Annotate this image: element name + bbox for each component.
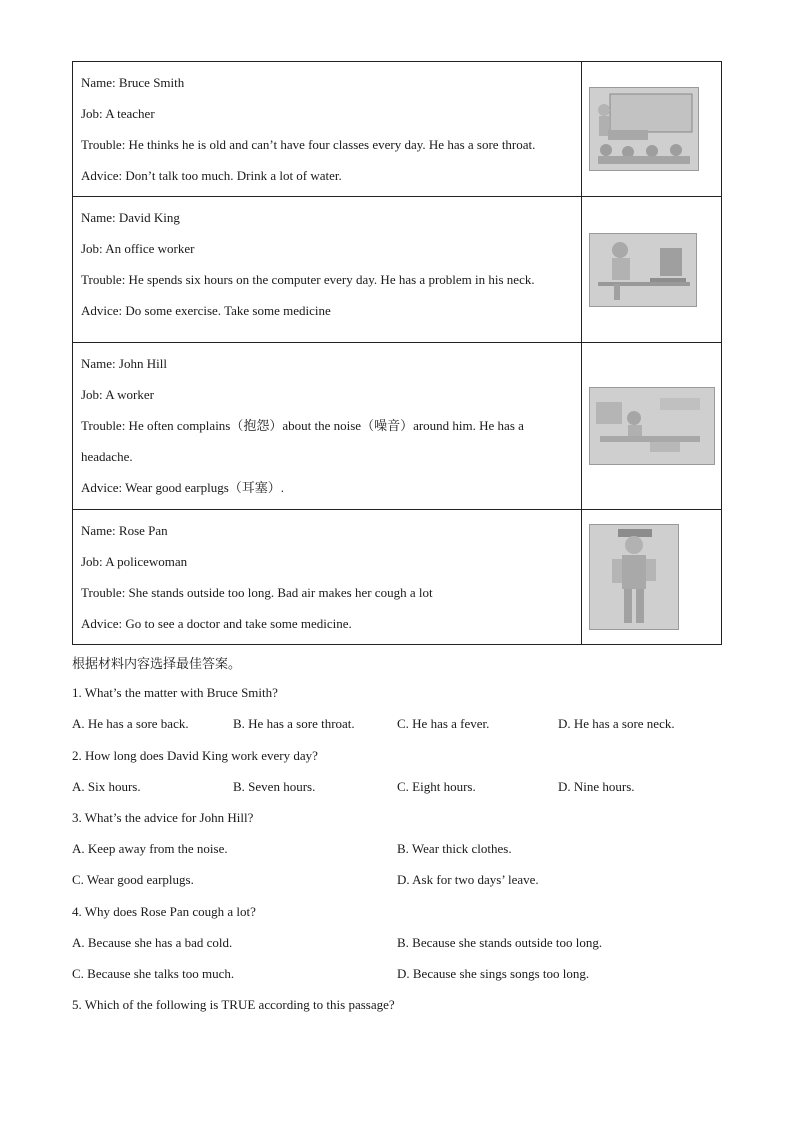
table-row bbox=[73, 197, 722, 343]
question-stem: 4. Why does Rose Pan cough a lot? bbox=[72, 904, 256, 919]
answer-option[interactable]: B. He has a sore throat. bbox=[233, 716, 355, 731]
table-row bbox=[73, 62, 722, 197]
person-name: Name: David King bbox=[81, 210, 180, 225]
policewoman-sketch-image bbox=[589, 524, 679, 630]
person-trouble: Trouble: He thinks he is old and can’t have four classes every day. He has a sore throat. bbox=[81, 137, 536, 152]
person-trouble: Trouble: She stands outside too long. Bad air makes her cough a lot bbox=[81, 585, 433, 600]
person-advice: Advice: Don’t talk too much. Drink a lot of water. bbox=[81, 168, 342, 183]
question-stem: 2. How long does David King work every day? bbox=[72, 748, 318, 763]
person-name: Name: Bruce Smith bbox=[81, 75, 185, 90]
person-image-cell bbox=[581, 62, 721, 197]
person-trouble-continued: headache. bbox=[81, 449, 133, 464]
question-stem: 3. What’s the advice for John Hill? bbox=[72, 810, 254, 825]
person-trouble: Trouble: He often complains（抱怨）about the noise（噪音）around him. He has a bbox=[81, 418, 524, 433]
question-stem: 1. What’s the matter with Bruce Smith? bbox=[72, 685, 278, 700]
person-info-cell bbox=[73, 197, 582, 343]
table-row bbox=[73, 343, 722, 510]
worker-sketch-image bbox=[589, 387, 715, 465]
person-name: Name: John Hill bbox=[81, 356, 167, 371]
answer-option[interactable]: D. He has a sore neck. bbox=[558, 716, 675, 731]
person-advice: Advice: Wear good earplugs（耳塞）. bbox=[81, 480, 285, 495]
answer-option[interactable]: A. Six hours. bbox=[72, 779, 141, 794]
teacher-sketch-image bbox=[589, 87, 699, 171]
person-advice: Advice: Do some exercise. Take some medicine bbox=[81, 303, 331, 318]
person-name: Name: Rose Pan bbox=[81, 523, 168, 538]
answer-option[interactable]: A. He has a sore back. bbox=[72, 716, 189, 731]
person-info-cell bbox=[73, 62, 582, 197]
person-advice: Advice: Go to see a doctor and take some medicine. bbox=[81, 616, 352, 631]
person-image-cell bbox=[581, 197, 721, 343]
person-info-cell bbox=[73, 510, 582, 645]
answer-option[interactable]: D. Because she sings songs too long. bbox=[397, 966, 590, 981]
table-row bbox=[73, 510, 722, 645]
people-table bbox=[72, 61, 722, 645]
answer-option[interactable]: D. Nine hours. bbox=[558, 779, 635, 794]
person-trouble: Trouble: He spends six hours on the computer every day. He has a problem in his neck. bbox=[81, 272, 535, 287]
answer-option[interactable]: B. Seven hours. bbox=[233, 779, 316, 794]
person-info-cell bbox=[73, 343, 582, 510]
question-stem: 5. Which of the following is TRUE according to this passage? bbox=[72, 997, 395, 1012]
person-job: Job: An office worker bbox=[81, 241, 195, 256]
answer-option[interactable]: C. Because she talks too much. bbox=[72, 966, 235, 981]
answer-option[interactable]: C. Wear good earplugs. bbox=[72, 872, 194, 887]
answer-option[interactable]: B. Wear thick clothes. bbox=[397, 841, 512, 856]
person-image-cell bbox=[581, 343, 721, 510]
office-worker-sketch-image bbox=[589, 233, 697, 307]
answer-option[interactable]: D. Ask for two days’ leave. bbox=[397, 872, 539, 887]
answer-option[interactable]: B. Because she stands outside too long. bbox=[397, 935, 603, 950]
person-job: Job: A policewoman bbox=[81, 554, 188, 569]
person-image-cell bbox=[581, 510, 721, 645]
answer-option[interactable]: C. Eight hours. bbox=[397, 779, 476, 794]
answer-option[interactable]: A. Keep away from the noise. bbox=[72, 841, 228, 856]
person-job: Job: A worker bbox=[81, 387, 154, 402]
person-job: Job: A teacher bbox=[81, 106, 155, 121]
answer-option[interactable]: C. He has a fever. bbox=[397, 716, 490, 731]
instruction-text: 根据材料内容选择最佳答案。 bbox=[72, 657, 242, 672]
answer-option[interactable]: A. Because she has a bad cold. bbox=[72, 935, 233, 950]
